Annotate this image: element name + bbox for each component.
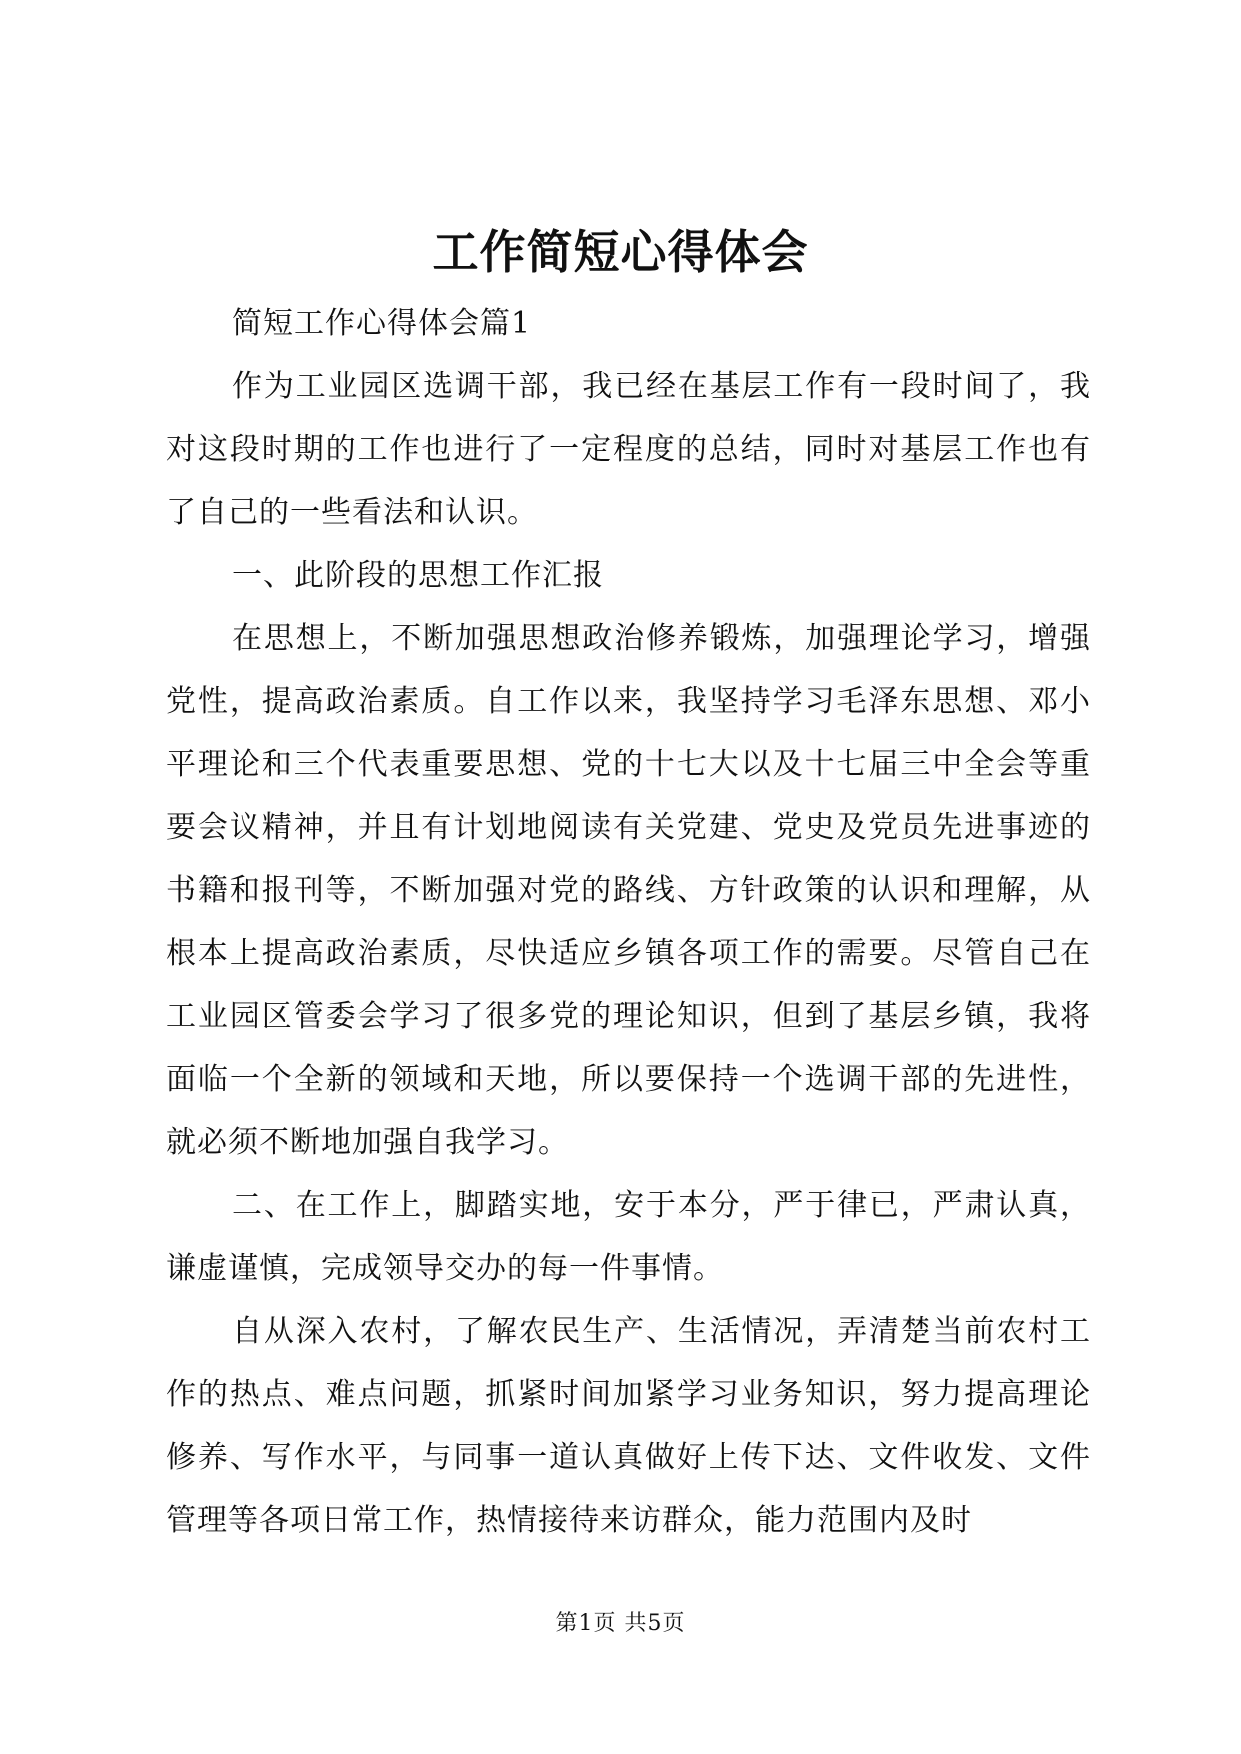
document-title: 工作简短心得体会 (432, 225, 809, 279)
body-paragraph: 在思想上，不断加强思想政治修养锻炼，加强理论学习，增强党性，提高政治素质。自工作以来，我坚持学习毛泽东思想、邓小平理论和三个代表重要思想、党的十七大以及十七届三中全会等重要会议精神，并且有计划地阅读有关党建、党史及党员先进事迹的书籍和报刊等，不断加强对党的路线、方针政策的认识和理解，从根本上提高政治素质，尽快适应乡镇各项工作的需要。尽管自己在工业园区管委会学习了很多党的理论知识，但到了基层乡镇，我将面临一个全新的领域和天地，所以要保持一个选调干部的先进性，就必须不断地加强自我学习。 (166, 621, 1091, 1160)
body-paragraph: 作为工业园区选调干部，我已经在基层工作有一段时间了，我对这段时期的工作也进行了一定程度的总结，同时对基层工作也有了自己的一些看法和认识。 (166, 369, 1091, 530)
section-heading: 简短工作心得体会篇1 (232, 306, 532, 341)
page-number-footer: 第1页 共5页 (555, 1611, 686, 1636)
section-heading: 一、此阶段的思想工作汇报 (232, 558, 604, 593)
document-body (166, 292, 1091, 1552)
body-paragraph: 自从深入农村，了解农民生产、生活情况，弄清楚当前农村工作的热点、难点问题，抓紧时间加紧学习业务知识，努力提高理论修养、写作水平，与同事一道认真做好上传下达、文件收发、文件管理等各项日常工作，热情接待来访群众，能力范围内及时 (166, 1314, 1091, 1538)
body-paragraph: 二、在工作上，脚踏实地，安于本分，严于律已，严肃认真，谦虚谨慎，完成领导交办的每一件事情。 (166, 1188, 1091, 1286)
